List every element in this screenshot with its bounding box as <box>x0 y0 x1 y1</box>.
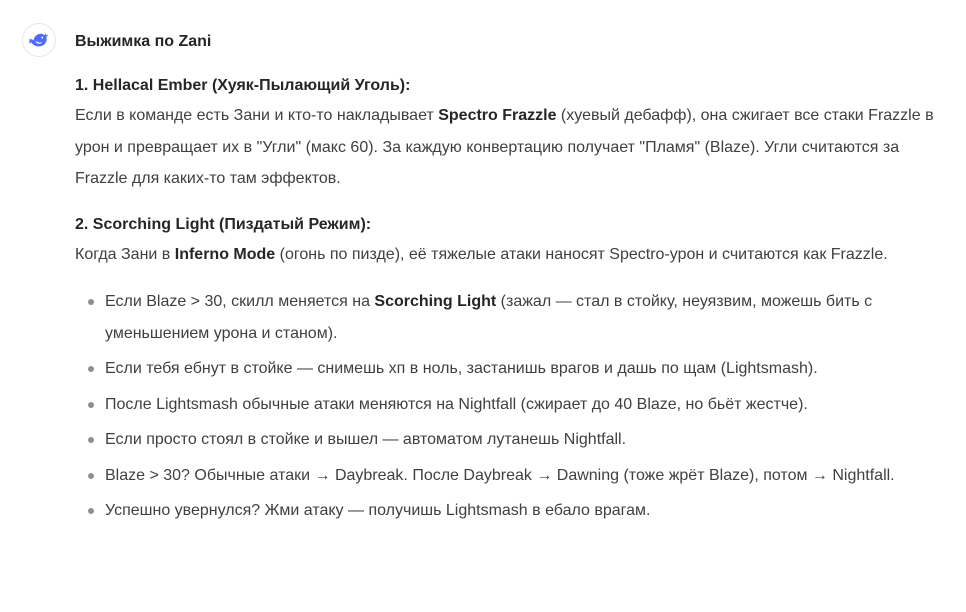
bullet-list <box>75 286 935 527</box>
section-paragraph: Когда Зани в Inferno Mode (огонь по пизде), её тяжелые атаки наносят Spectro-урон и считаются как Frazzle. <box>75 245 888 263</box>
list-item: После Lightsmash обычные атаки меняются на Nightfall (сжирает до 40 Blaze, но бьёт жестче). <box>75 389 935 421</box>
section-scorching-light <box>75 211 935 271</box>
section-paragraph: Если в команде есть Зани и кто-то накладывает Spectro Frazzle (хуевый дебафф), она сжигает все стаки Frazzle в урон и превращает их в "Угли" (макс 60). За каждую конвертацию получает "Пламя" (Blaze). Угли считаются за Frazzle для каких-то там эффектов. <box>75 107 934 187</box>
section-heading: 2. Scorching Light (Пиздатый Режим): <box>75 215 372 233</box>
list-item: Успешно увернулся? Жми атаку — получишь Lightsmash в ебало врагам. <box>75 495 935 527</box>
assistant-avatar <box>22 23 56 57</box>
message-title: Выжимка по Zani <box>75 33 212 50</box>
deepseek-whale-icon <box>27 28 51 52</box>
assistant-message <box>75 28 935 531</box>
list-item: Если просто стоял в стойке и вышел — автоматом лутанешь Nightfall. <box>75 424 935 456</box>
list-item: Если Blaze > 30, скилл меняется на Scorching Light (зажал — стал в стойку, неуязвим, можешь бить с уменьшением урона и станом). <box>75 286 935 349</box>
section-hellacal-ember <box>75 72 935 195</box>
list-item: Если тебя ебнут в стойке — снимешь хп в ноль, застанишь врагов и дашь по щам (Lightsmash). <box>75 353 935 385</box>
section-heading: 1. Hellacal Ember (Хуяк-Пылающий Уголь): <box>75 77 411 94</box>
list-item: Blaze > 30? Обычные атаки → Daybreak. После Daybreak → Dawning (тоже жрёт Blaze), потом → Nightfall. <box>75 460 935 492</box>
